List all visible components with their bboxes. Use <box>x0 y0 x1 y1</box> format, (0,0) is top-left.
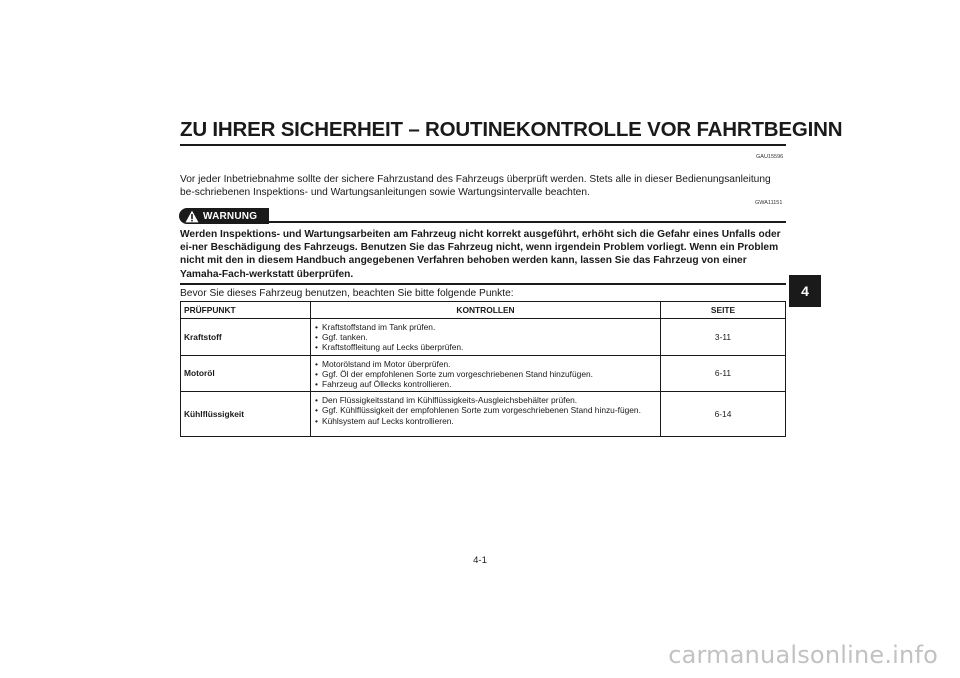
check-item: • Ggf. Kühlflüssigkeit der empfohlenen Sorte zum vorgeschriebenen Stand hinzu-fügen. <box>315 405 656 415</box>
table-intro: Bevor Sie dieses Fahrzeug benutzen, beachten Sie bitte folgende Punkte: <box>180 288 514 299</box>
row-page: 3-11 <box>661 319 786 356</box>
warning-bottom-rule <box>180 283 786 285</box>
row-item: Motoröl <box>181 355 311 392</box>
check-item: • Motorölstand im Motor überprüfen. <box>315 359 656 369</box>
page-number: 4-1 <box>473 555 487 566</box>
row-checks <box>311 355 661 392</box>
row-page: 6-14 <box>661 392 786 437</box>
row-item: Kühlflüssigkeit <box>181 392 311 437</box>
warning-rule <box>269 221 786 223</box>
chapter-tab: 4 <box>789 275 821 307</box>
check-item: • Kühlsystem auf Lecks kontrollieren. <box>315 416 656 426</box>
check-item: • Den Flüssigkeitsstand im Kühlflüssigkeits-Ausgleichsbehälter prüfen. <box>315 395 656 405</box>
inspection-table <box>180 301 786 437</box>
warning-triangle-icon <box>185 210 199 223</box>
check-item: • Kraftstoffleitung auf Lecks überprüfen. <box>315 342 656 352</box>
section-code: GAU15596 <box>756 154 784 160</box>
watermark: carmanualsonline.info <box>668 641 938 669</box>
table-header-row <box>181 302 786 319</box>
table-row <box>181 319 786 356</box>
header-kontrollen: KONTROLLEN <box>311 302 661 319</box>
table-row <box>181 355 786 392</box>
table-row <box>181 392 786 437</box>
header-pruefpunkt: PRÜFPUNKT <box>181 302 311 319</box>
warning-badge <box>179 208 269 224</box>
header-seite: SEITE <box>661 302 786 319</box>
check-item: • Fahrzeug auf Öllecks kontrollieren. <box>315 379 656 389</box>
row-page: 6-11 <box>661 355 786 392</box>
row-item: Kraftstoff <box>181 319 311 356</box>
warning-text: Werden Inspektions- und Wartungsarbeiten am Fahrzeug nicht korrekt ausgeführt, erhöht sich die Gefahr eines Unfalls oder ei-ner Beschädigung des Fahrzeugs. Benutzen Sie das Fahrzeug nicht, wenn irgendein Problem vorliegt. Wenn ein Problem nicht mit den in diesem Handbuch angegebenen Verfahren behoben werden kann, lassen Sie das Fahrzeug von einer Yamaha-Fach-werkstatt überprüfen. <box>180 229 781 280</box>
row-checks <box>311 319 661 356</box>
warning-label: WARNUNG <box>203 210 258 222</box>
check-item: • Kraftstoffstand im Tank prüfen. <box>315 322 656 332</box>
title-rule <box>180 144 786 146</box>
intro-paragraph: Vor jeder Inbetriebnahme sollte der sichere Fahrzustand des Fahrzeugs überprüft werden. Stets alle in dieser Bedienungsanleitung be-schriebenen Inspektions- und Wartungsanleitungen sowie Wartungsintervalle beachten. <box>180 174 771 198</box>
page-title: ZU IHRER SICHERHEIT – ROUTINEKONTROLLE VOR FAHRTBEGINN <box>180 118 843 141</box>
check-item: • Ggf. tanken. <box>315 332 656 342</box>
check-item: • Ggf. Öl der empfohlenen Sorte zum vorgeschriebenen Stand hinzufügen. <box>315 369 656 379</box>
row-checks <box>311 392 661 437</box>
warning-code: GWA11151 <box>755 200 783 206</box>
